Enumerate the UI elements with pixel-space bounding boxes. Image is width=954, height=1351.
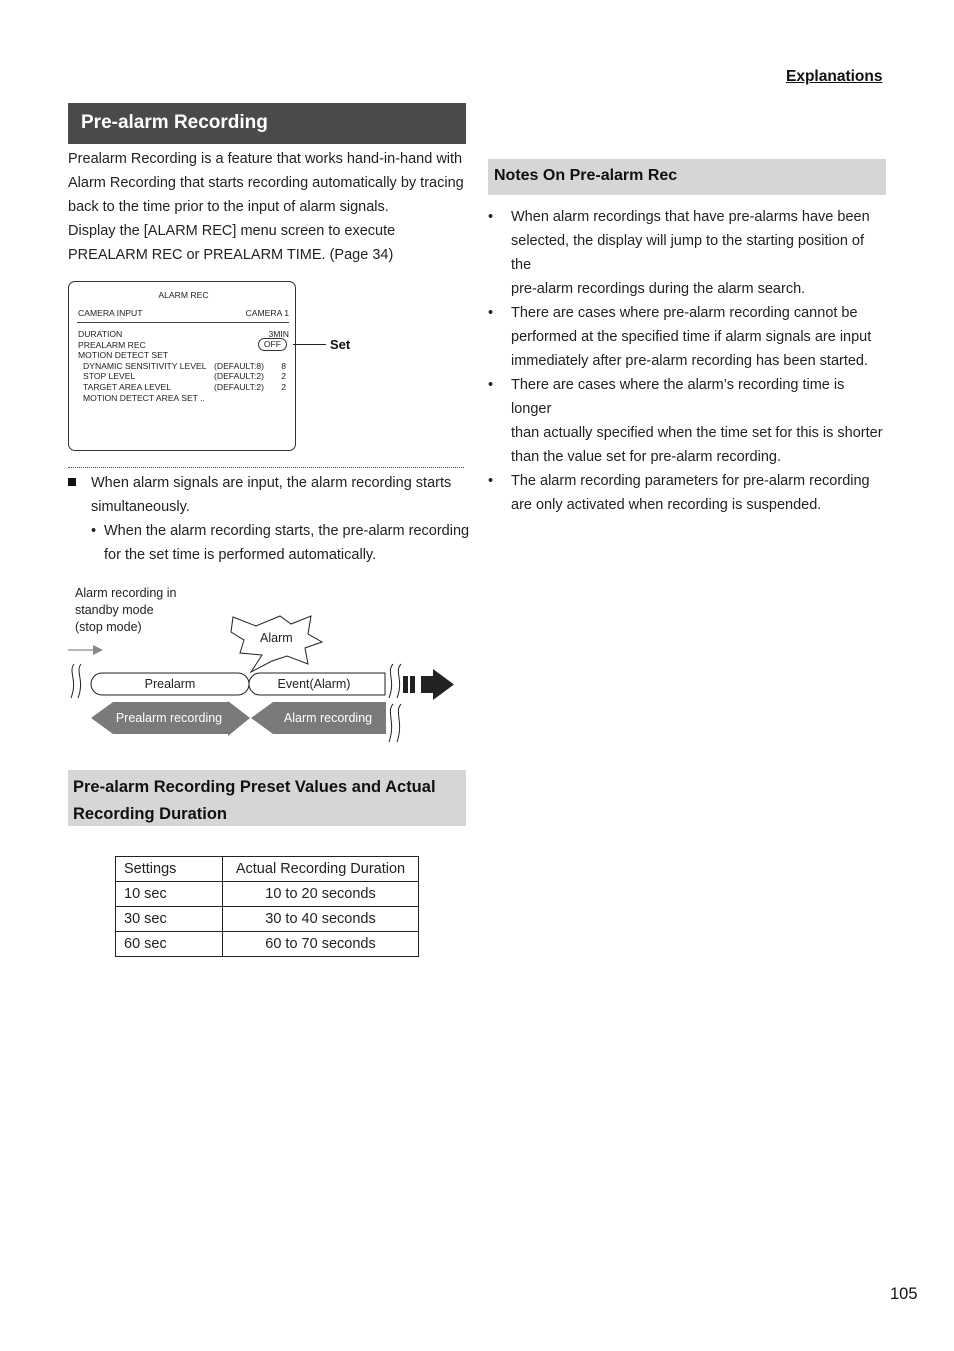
standby-line: (stop mode) [75, 620, 142, 634]
menu-value: 8 [281, 361, 286, 371]
note-line: pre-alarm recordings during the alarm search. [511, 281, 806, 297]
table-row [116, 907, 419, 932]
menu-label: DURATION [78, 329, 123, 339]
note-line: selected, the display will jump to the starting position of the [511, 233, 865, 273]
break-mark-icon [71, 664, 81, 698]
menu-row-target-area [83, 382, 286, 393]
bullet-sub [104, 519, 474, 567]
preset-values-heading [68, 770, 466, 826]
prealarm-value-pill: OFF [258, 338, 287, 351]
intro-paragraph [68, 147, 468, 267]
bullet-dot: • [488, 305, 494, 321]
section-label: Explanations [786, 68, 883, 85]
menu-default: (DEFAULT:2) [214, 371, 264, 381]
notes-heading: Notes On Pre-alarm Rec [488, 159, 886, 195]
table-cell: 30 to 40 seconds [223, 907, 419, 932]
table-cell: 10 sec [116, 882, 223, 907]
note-line: than actually specified when the time set for this is shorter [511, 425, 883, 441]
menu-row-area-set [83, 393, 289, 404]
set-callout-label: Set [330, 337, 351, 352]
heading-line: Recording Duration [73, 805, 228, 823]
menu-label: CAMERA INPUT [78, 308, 143, 318]
bullet-dot: • [488, 209, 494, 225]
standby-line: Alarm recording in [75, 586, 177, 600]
standby-line: standby mode [75, 603, 154, 617]
intro-line: back to the time prior to the input of alarm signals. [68, 199, 389, 215]
bullet-main [91, 471, 471, 519]
alarm-burst-label: Alarm [260, 631, 293, 645]
intro-line: PREALARM REC or PREALARM TIME. (Page 34) [68, 247, 394, 263]
intro-line: Prealarm Recording is a feature that works hand-in-hand with [68, 151, 463, 167]
sub-bullet-dot: • [91, 523, 97, 539]
menu-value: 2 [281, 382, 286, 392]
table-row [116, 882, 419, 907]
menu-label: DYNAMIC SENSITIVITY LEVEL [83, 361, 207, 371]
alarm-rec-menu-screen [68, 281, 296, 451]
menu-row-duration [78, 329, 289, 340]
table-cell: 60 to 70 seconds [223, 932, 419, 957]
menu-default: (DEFAULT:8) [214, 361, 264, 371]
note-line: There are cases where pre-alarm recording cannot be [511, 305, 858, 321]
note-item [488, 469, 888, 517]
menu-title: ALARM REC [158, 290, 209, 300]
bullet-dot: • [488, 473, 494, 489]
prealarm-recording-label: Prealarm recording [115, 711, 223, 725]
forward-arrow-icon [421, 669, 454, 700]
menu-divider [77, 322, 289, 323]
intro-line: Display the [ALARM REC] menu screen to execute [68, 223, 396, 239]
note-line: performed at the specified time if alarm signals are input [511, 329, 872, 345]
menu-row-camera-input [78, 308, 289, 319]
table-cell: 60 sec [116, 932, 223, 957]
menu-row-stop-level [83, 371, 286, 382]
pause-icon [403, 676, 415, 693]
menu-label: TARGET AREA LEVEL [83, 382, 172, 392]
table-cell: 10 to 20 seconds [223, 882, 419, 907]
note-item [488, 301, 888, 373]
menu-label: MOTION DETECT SET [78, 350, 169, 360]
table-header-cell: Settings [116, 857, 223, 882]
note-line: There are cases where the alarm’s recording time is longer [511, 377, 845, 417]
prealarm-bar-label: Prealarm [144, 677, 196, 691]
note-item [488, 205, 888, 301]
note-line: are only activated when recording is suspended. [511, 497, 822, 513]
table-header-cell: Actual Recording Duration [223, 857, 419, 882]
menu-row-motion-detect [78, 350, 289, 361]
square-bullet-icon [68, 478, 76, 486]
notes-list [488, 205, 888, 517]
standby-arrow-icon [68, 645, 103, 655]
bullet-line: When alarm signals are input, the alarm recording starts [91, 475, 452, 491]
note-line: immediately after pre-alarm recording has been started. [511, 353, 869, 369]
intro-line: Alarm Recording that starts recording automatically by tracing [68, 175, 464, 191]
break-mark-icon [389, 664, 401, 742]
menu-label: MOTION DETECT AREA SET .. [83, 393, 205, 403]
menu-value: 3MIN [268, 329, 289, 339]
preset-duration-table [115, 856, 419, 957]
menu-value: CAMERA 1 [245, 308, 289, 318]
table-header-row [116, 857, 419, 882]
bullet-dot: • [488, 377, 494, 393]
heading-line: Pre-alarm Recording Preset Values and Actual [73, 778, 436, 796]
event-bar-label: Event(Alarm) [277, 677, 351, 691]
menu-default: (DEFAULT:2) [214, 382, 264, 392]
note-line: The alarm recording parameters for pre-alarm recording [511, 473, 870, 489]
bullet-line: When the alarm recording starts, the pre-alarm recording [104, 523, 470, 539]
table-cell: 30 sec [116, 907, 223, 932]
dotted-divider [68, 467, 464, 468]
menu-label: PREALARM REC [78, 340, 146, 350]
page-title: Pre-alarm Recording [68, 103, 466, 144]
page-number: 105 [890, 1285, 918, 1303]
note-line: than the value set for pre-alarm recording. [511, 449, 781, 465]
table-row [116, 932, 419, 957]
alarm-recording-label: Alarm recording [283, 711, 373, 725]
bullet-line: simultaneously. [91, 499, 190, 515]
set-callout-line [293, 344, 326, 345]
note-item [488, 373, 888, 469]
bullet-line: for the set time is performed automatically. [104, 547, 377, 563]
note-line: When alarm recordings that have pre-alarms have been [511, 209, 870, 225]
menu-label: STOP LEVEL [83, 371, 136, 381]
menu-value: 2 [281, 371, 286, 381]
